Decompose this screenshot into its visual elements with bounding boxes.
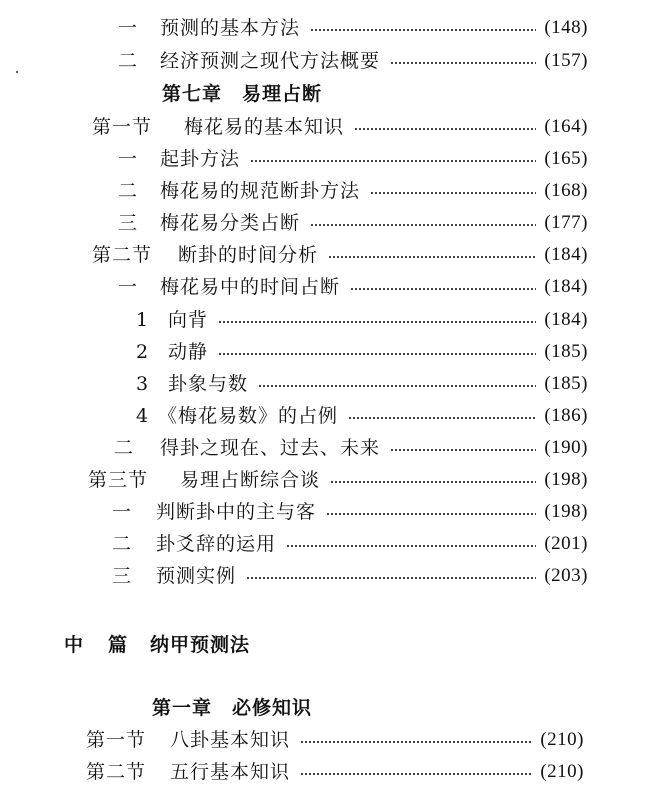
entry-number: 三 [112, 565, 133, 587]
chapter-heading[interactable] [162, 80, 322, 108]
toc-entry[interactable] [86, 758, 584, 786]
entry-number: 4 [136, 405, 150, 427]
dot-leader [310, 29, 536, 31]
entry-title: 易理占断综合谈 [180, 469, 321, 491]
entry-title: 预测实例 [156, 565, 237, 587]
page-number: (201) [544, 533, 588, 554]
dot-leader [218, 321, 536, 323]
section-number: 第二节 [92, 244, 153, 266]
toc-entry[interactable] [118, 145, 588, 173]
entry-title: 判断卦中的主与客 [156, 501, 317, 523]
page-number: (198) [544, 501, 588, 522]
dot-leader [370, 192, 536, 194]
section-number: 第二节 [86, 761, 147, 783]
dot-leader [246, 577, 536, 579]
toc-entry[interactable] [114, 434, 588, 462]
part-label-2: 篇 [108, 634, 129, 656]
part-title: 纳甲预测法 [150, 634, 251, 656]
page-number: (203) [544, 565, 588, 586]
entry-title: 断卦的时间分析 [178, 244, 319, 266]
chapter-number: 第一章 [152, 697, 213, 719]
page-number: (185) [544, 341, 588, 362]
page-number: (165) [544, 148, 588, 169]
dot-leader [218, 353, 536, 355]
entry-number: 一 [112, 501, 133, 523]
entry-number: 3 [136, 373, 150, 395]
entry-number: 二 [118, 50, 139, 72]
section-number: 第一节 [92, 116, 153, 138]
dot-leader [390, 62, 536, 64]
page-number: (148) [544, 17, 588, 38]
toc-entry[interactable] [112, 498, 588, 526]
entry-title: 梅花易的基本知识 [184, 116, 345, 138]
dot-leader [326, 513, 536, 515]
toc-entry[interactable] [92, 241, 588, 269]
section-number: 第一节 [86, 729, 147, 751]
entry-number: 一 [118, 148, 139, 170]
toc-entry[interactable] [88, 466, 588, 494]
entry-title: 梅花易中的时间占断 [160, 276, 341, 298]
page-number: (168) [544, 180, 588, 201]
dot-leader [348, 417, 536, 419]
toc-entry[interactable] [136, 338, 588, 366]
entry-number: 二 [118, 180, 139, 202]
entry-number: 1 [136, 309, 150, 331]
entry-title: 向背 [168, 309, 209, 331]
entry-title: 得卦之现在、过去、未来 [160, 437, 381, 459]
page-number: (157) [544, 50, 588, 71]
dot-leader [250, 160, 536, 162]
entry-number: 2 [136, 341, 150, 363]
entry-title: 经济预测之现代方法概要 [160, 50, 381, 72]
dot-leader [300, 773, 532, 775]
dot-leader [258, 385, 536, 387]
entry-title: 起卦方法 [160, 148, 241, 170]
chapter-title: 易理占断 [242, 83, 323, 105]
entry-number: 一 [118, 17, 139, 39]
scan-speck [16, 71, 18, 73]
entry-title: 卦象与数 [168, 373, 249, 395]
page-number: (198) [544, 469, 588, 490]
page-number: (210) [540, 729, 584, 750]
entry-number: 二 [112, 533, 133, 555]
page-number: (184) [544, 276, 588, 297]
entry-number: 二 [114, 437, 135, 459]
page-number: (185) [544, 373, 588, 394]
entry-title: 五行基本知识 [170, 761, 291, 783]
toc-entry[interactable] [136, 402, 588, 430]
dot-leader [310, 224, 536, 226]
part-label-1: 中 [64, 634, 85, 656]
page-number: (177) [544, 212, 588, 233]
toc-entry[interactable] [136, 306, 588, 334]
entry-number: 三 [118, 212, 139, 234]
page-number: (164) [544, 116, 588, 137]
dot-leader [390, 449, 536, 451]
entry-title: 梅花易的规范断卦方法 [160, 180, 361, 202]
page-number: (210) [540, 761, 584, 782]
entry-title: 《梅花易数》的占例 [158, 405, 339, 427]
toc-entry[interactable] [86, 726, 584, 754]
entry-title: 卦爻辞的运用 [156, 533, 277, 555]
entry-title: 动静 [168, 341, 209, 363]
toc-entry[interactable] [92, 113, 588, 141]
toc-entry[interactable] [118, 47, 588, 75]
toc-entry[interactable] [112, 562, 588, 590]
dot-leader [300, 741, 532, 743]
toc-entry[interactable] [118, 209, 588, 237]
chapter-heading[interactable] [152, 694, 312, 722]
dot-leader [286, 545, 536, 547]
toc-entry[interactable] [136, 370, 588, 398]
entry-number: 一 [118, 276, 139, 298]
dot-leader [350, 288, 536, 290]
toc-entry[interactable] [118, 177, 588, 205]
toc-entry[interactable] [118, 14, 588, 42]
dot-leader [354, 128, 536, 130]
entry-title: 梅花易分类占断 [160, 212, 301, 234]
toc-entry[interactable] [112, 530, 588, 558]
part-heading[interactable] [64, 631, 250, 659]
section-number: 第三节 [88, 469, 149, 491]
entry-title: 八卦基本知识 [170, 729, 291, 751]
page-number: (186) [544, 405, 588, 426]
page-number: (190) [544, 437, 588, 458]
dot-leader [330, 481, 536, 483]
chapter-number: 第七章 [162, 83, 223, 105]
dot-leader [328, 256, 536, 258]
entry-title: 预测的基本方法 [160, 17, 301, 39]
page-number: (184) [544, 309, 588, 330]
chapter-title: 必修知识 [232, 697, 313, 719]
page-number: (184) [544, 244, 588, 265]
toc-entry[interactable] [118, 273, 588, 301]
